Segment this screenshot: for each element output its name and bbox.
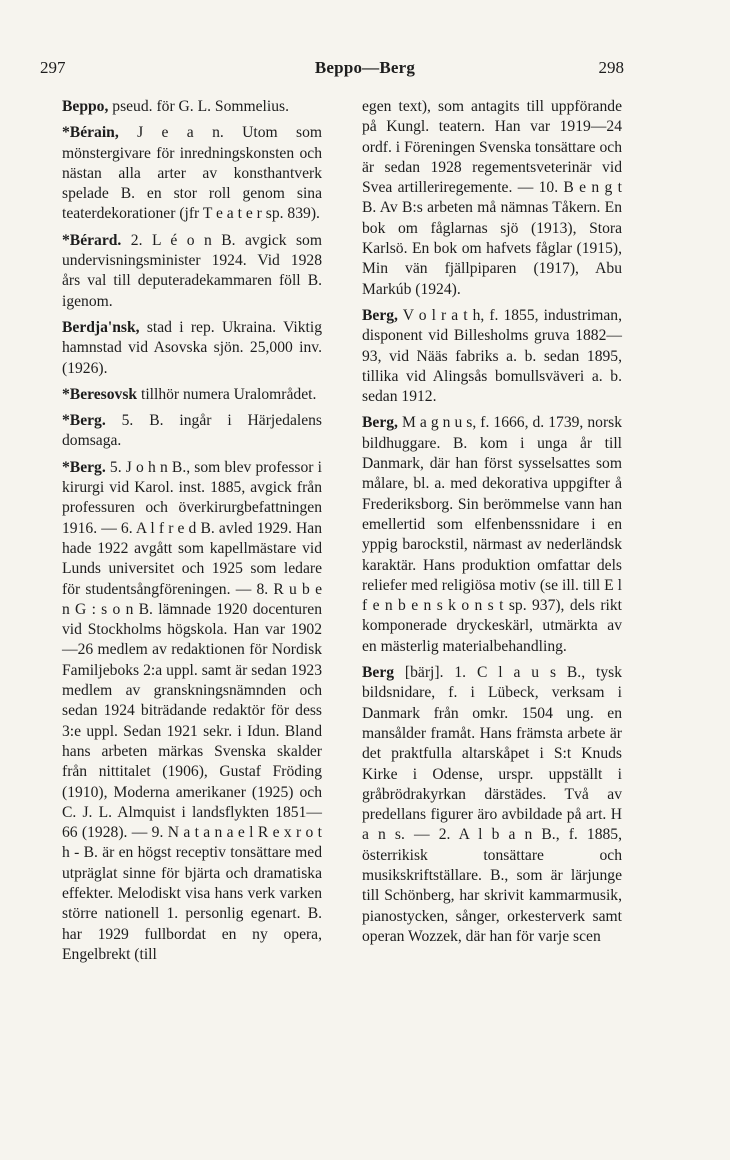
entry-berg-persons bbox=[62, 458, 322, 965]
entry-text: 5. J o h n B., som blev professor i kirurgi vid Karol. inst. 1885, avgick från professuren och överkirurgbefattningen 1916. — 6. A l f r e d B. avled 1929. Han hade 1922 avgått som kapellmästare vid Lunds universitet och 1925 som ledare för studentsångföreningen. — 8. R u b e n G : s o n B. lämnade 1920 docenturen vid Stockholms högskola. Han var 1902—26 medlem av redaktionen för Nordisk Familjeboks 2:a uppl. samt är sedan 1923 medlem av granskningsnämnden och sedan 1924 biträdande redaktör för dess 3:e uppl. Sedan 1921 sekr. i Idun. Bland hans arbeten märkas Svenska skalder från nittitalet (1906), Gustaf Fröding (1910), Moderna amerikaner (1925) och C. J. L. Almquist i landsflykten 1851—66 (1928). — 9. N a t a n a e l R e x r o t h - B. är en högst receptiv tonsättare med utpräglat sinne för bjärta och dramatiska effekter. Melodiskt visa hans verk varken större nationell 1. personlig egenart. B. har 1929 fullbordat en ny opera, Engelbrekt (till bbox=[62, 458, 322, 963]
entry-berg-barj bbox=[362, 663, 622, 947]
left-column bbox=[62, 97, 322, 971]
entry-berg-magnus bbox=[362, 413, 622, 657]
entry-text: 2. L é o n B. avgick som undervisningsminister 1924. Vid 1928 års val till deputeradekammaren föll B. igenom. bbox=[62, 231, 322, 310]
running-head: Beppo—Berg bbox=[314, 58, 416, 77]
right-column bbox=[362, 97, 622, 953]
page-number-left: 297 bbox=[40, 58, 66, 77]
headword: Berdja'nsk, bbox=[62, 318, 140, 336]
headword: Beppo, bbox=[62, 98, 109, 115]
entry-berdjansk bbox=[62, 318, 322, 379]
headword: *Berg. bbox=[62, 412, 106, 430]
entry-text: stad i rep. Ukraina. Viktig hamnstad vid Asovska sjön. 25,000 inv. (1926). bbox=[62, 318, 322, 377]
entry-text: egen text), som antagits till uppförande på Kungl. teatern. Han var 1919—24 ordf. i Föreningen Svenska tonsättare och är sedan 1928 regementsveterinär vid Svea artilleriregemente. — 10. B e n g t B. Av B:s arbeten må nämnas Tåkern. En bok om fåglarnas sjö (1913), Stora Karlsö. En bok om hafvets fåglar (1915), Min vän fjällpiparen (1917), Abu Markúb (1924). bbox=[362, 98, 622, 298]
entry-text: 5. B. ingår i Härjedalens domsaga. bbox=[62, 412, 322, 450]
entry-berg-volrath bbox=[362, 306, 622, 407]
entry-text: V o l r a t h, f. 1855, industriman, disponent vid Billesholms gruva 1882—93, vid Nääs fabriks a. b. sedan 1895, tillika vid Alingsås bomullsväveri a. b. sedan 1912. bbox=[362, 306, 622, 406]
page-number-right: 298 bbox=[598, 58, 624, 77]
headword: *Beresovsk bbox=[62, 385, 138, 403]
headword: *Berg. bbox=[62, 458, 106, 476]
headword: Berg, bbox=[362, 306, 398, 324]
headword: *Bérard. bbox=[62, 231, 122, 249]
entry-beresovsk bbox=[62, 385, 322, 405]
entry-berain bbox=[62, 123, 322, 224]
entry-berard bbox=[62, 231, 322, 312]
entry-text: [bärj]. 1. C l a u s B., tysk bildsnidare, f. i Lübeck, verksam i Danmark från omkr. 1504 ung. en mansålder framåt. Hans främsta arbete är det praktfulla altarskåpet i S:t Knuds Kirke i Odense, urspr. uppställt i gråbrödrakyrkan därstädes. Två av predellans figurer äro avbildade på art. H a n s. — 2. A l b a n B., f. 1885, österrikisk tonsättare och musikskriftställare. B., som är lärjunge till Schönberg, har skrivit kammarmusik, pianostycken, sånger, orkesterverk samt operan Wozzek, där han för varje scen bbox=[362, 664, 622, 945]
page-header bbox=[0, 58, 730, 84]
entry-text: M a g n u s, f. 1666, d. 1739, norsk bildhuggare. B. kom i unga år till Danmark, där han först sysselsattes som målare, bl. a. med dekorativa uppgifter å Frederiksborg. Sin berömmelse vann han emellertid som elfenbenssnidare i en yppig barockstil, närmast av nederländsk karaktär. Hans produktion omfattar dels reliefer med religiösa motiv (se ill. till E l f e n b e n s k o n s t sp. 937), dels rikt komponerade dryckeskärl, utmärkta av en mästerlig materialbehandling. bbox=[362, 414, 622, 655]
entry-text: tillhör numera Uralområdet. bbox=[137, 385, 317, 403]
headword: Berg bbox=[362, 664, 395, 682]
headword: *Bérain, bbox=[62, 124, 119, 142]
entry-text: J e a n. Utom som mönstergivare för inredningskonsten och nästan alla arter av konsthantverk spelade B. en stor roll genom sina teaterdekorationer (jfr T e a t e r sp. 839). bbox=[62, 124, 322, 223]
headword: Berg, bbox=[362, 414, 398, 432]
entry-text: pseud. för G. L. Sommelius. bbox=[108, 98, 289, 115]
entry-continuation bbox=[362, 97, 622, 300]
entry-berg-place bbox=[62, 411, 322, 452]
entry-beppo bbox=[62, 97, 322, 117]
